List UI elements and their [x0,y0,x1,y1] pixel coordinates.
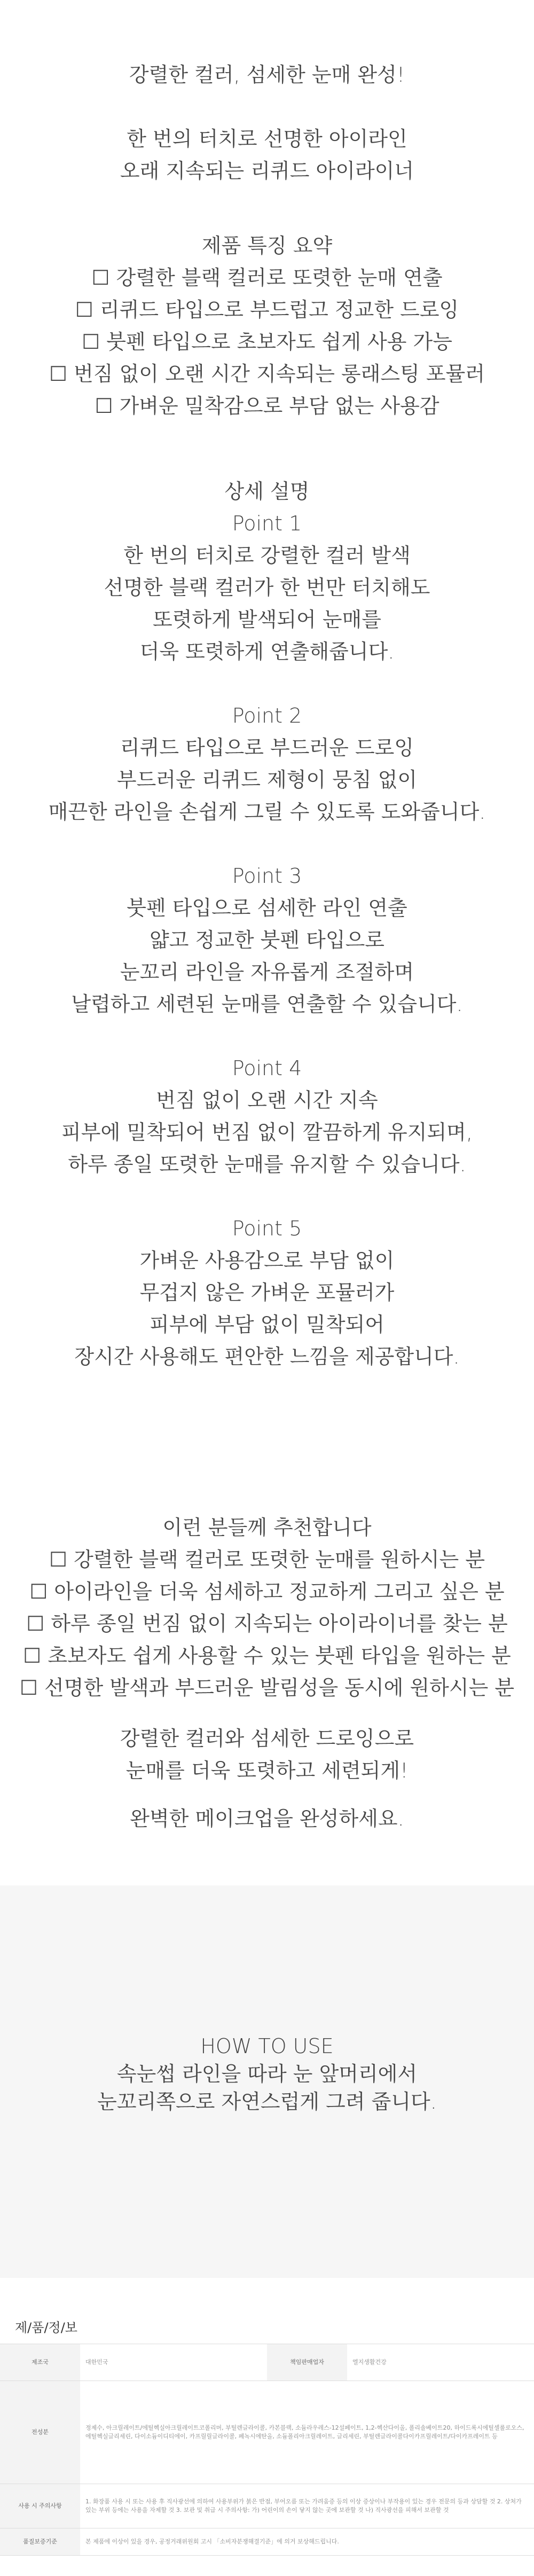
features-section [0,230,534,422]
point-line: 붓펜 타입으로 섬세한 라인 연출 [127,896,407,920]
recommend-item: ☐ 선명한 발색과 부드러운 발림성을 동시에 원하시는 분 [19,1676,515,1700]
table-cell: 1. 화장품 사용 시 또는 사용 후 직사광선에 의하여 사용부위가 붉은 반점, 부어오름 또는 가려움증 등의 이상 증상이나 부작용이 있는 경우 전문의 등과 상담할 것 2. 상처가 있는 부위 등에는 사용을 자제할 것 3. 보관 및 취급 시 주의사항: 가) 어린이의 손이 닿지 않는 곳에 보관할 것 나) 직사광선을 피해서 보관할 것 [80,2484,534,2528]
product-info-table [0,2344,534,2556]
point-line: 번짐 없이 오랜 시간 지속 [156,1089,378,1112]
recommend-item: ☐ 초보자도 쉽게 사용할 수 있는 붓펜 타입을 원하는 분 [23,1644,511,1667]
point-line: 부드러운 리퀴드 제형이 뭉침 없이 [116,768,418,792]
point-line: 눈꼬리 라인을 자유롭게 조절하며 [120,960,414,984]
table-header-cell: 품질보증기준 [0,2528,80,2556]
point-line: 피부에 부담 없이 밀착되어 [149,1313,385,1336]
howto-section [0,2032,534,2116]
point-line: 하루 종일 또렷한 눈매를 유지할 수 있습니다. [68,1153,466,1176]
final-section [0,1803,534,1835]
point-label: Point 2 [232,704,302,727]
recommend-item: ☐ 아이라인을 더욱 섬세하고 정교하게 그리고 싶은 분 [29,1580,505,1603]
recommend-section [0,1512,534,1704]
point-label: Point 5 [232,1217,302,1240]
feature-item: ☐ 번짐 없이 오랜 시간 지속되는 롱래스팅 포뮬러 [49,362,485,386]
feature-item: ☐ 리퀴드 타입으로 부드럽고 정교한 드로잉 [75,298,459,322]
final-line: 완벽한 메이크업을 완성하세요. [130,1807,404,1830]
point-1-block [0,507,534,668]
table-row [0,2528,534,2556]
point-line: 얇고 정교한 붓펜 타입으로 [149,928,385,952]
table-row [0,2381,534,2484]
point-line: 선명한 블랙 컬러가 한 번만 터치해도 [104,576,430,599]
table-header-cell: 전성분 [0,2381,80,2484]
table-cell: 대한민국 [80,2344,267,2381]
howto-line: 속눈썹 라인을 따라 눈 앞머리에서 [116,2062,418,2086]
intro-line: 오래 지속되는 리퀴드 아이라이너 [120,159,414,183]
table-header-cell: 제조국 [0,2344,80,2381]
recommend-item: ☐ 하루 종일 번짐 없이 지속되는 아이라이너를 찾는 분 [26,1612,508,1635]
table-row [0,2484,534,2528]
table-cell: 정제수, 아크릴레이트/에틸헥실아크릴레이트코폴리머, 부틸렌글라이콜, 카본블랙, 소듐라우레스-12설페이트, 1,2-헥산다이올, 폴리솔베이트20, 하이드록시에틸셀룰로오스, 에틸헥실글리세린, 다이소듐이디티에이, 카프릴릴글라이콜, 페녹시에탄올, 소듐폴리아크릴레이트, 글리세린, 부틸렌글라이콜다이카프릴레이트/다이카프레이트 등 [80,2381,534,2484]
point-label: Point 1 [232,512,302,535]
point-line: 무겁지 않은 가벼운 포뮬러가 [139,1281,395,1304]
closing-line: 눈매를 더욱 또렷하고 세련되게! [125,1759,409,1782]
point-line: 더욱 또렷하게 연출해줍니다. [139,640,395,663]
point-line: 피부에 밀착되어 번짐 없이 깔끔하게 유지되며, [61,1121,473,1144]
point-line: 리퀴드 타입으로 부드러운 드로잉 [120,736,414,760]
point-line: 또렷하게 발색되어 눈매를 [153,608,381,631]
table-cell: 엘지생활건강 [347,2344,534,2381]
point-line: 장시간 사용해도 편안한 느낌을 제공합니다. [74,1345,460,1368]
point-line: 가벼운 사용감으로 부담 없이 [139,1249,395,1272]
point-line: 매끈한 라인을 손쉽게 그릴 수 있도록 도와줍니다. [48,800,486,824]
spacer [0,91,534,123]
product-info-title: 제/품/정/보 [15,2320,77,2335]
intro-section [0,59,534,187]
table-row [0,2344,534,2381]
detail-title: 상세 설명 [224,480,310,503]
table-header-cell: 사용 시 주의사항 [0,2484,80,2528]
table-header-cell: 책임판매업자 [267,2344,347,2381]
point-5-block [0,1212,534,1373]
point-line: 날렵하고 세련된 눈매를 연출할 수 있습니다. [71,992,463,1016]
point-2-block [0,700,534,828]
point-label: Point 4 [232,1056,302,1080]
howto-title: HOW TO USE [200,2034,334,2058]
product-info-section [0,2318,534,2556]
intro-headline: 강렬한 컬러, 섬세한 눈매 완성! [129,63,405,87]
point-4-block [0,1052,534,1180]
features-title: 제품 특징 요약 [201,234,333,257]
point-line: 한 번의 터치로 강렬한 컬러 발색 [123,544,411,567]
closing-line: 강렬한 컬러와 섬세한 드로잉으로 [120,1727,414,1750]
feature-item: ☐ 가벼운 밀착감으로 부담 없는 사용감 [95,394,439,418]
point-label: Point 3 [232,864,302,888]
feature-item: ☐ 붓펜 타입으로 초보자도 쉽게 사용 가능 [82,330,452,354]
detail-section [0,475,534,1373]
intro-line: 한 번의 터치로 선명한 아이라인 [127,127,407,151]
table-cell: 본 제품에 이상이 있을 경우, 공정거래위원회 고시 「소비자분쟁해결기준」에 의거 보상해드립니다. [80,2528,534,2556]
recommend-item: ☐ 강렬한 블랙 컬러로 또렷한 눈매를 원하시는 분 [49,1548,485,1571]
point-3-block [0,860,534,1020]
feature-item: ☐ 강렬한 블랙 컬러로 또렷한 눈매 연출 [91,266,443,289]
recommend-title: 이런 분들께 추천합니다 [162,1516,372,1539]
closing-section [0,1722,534,1787]
howto-line: 눈꼬리쪽으로 자연스럽게 그려 줍니다. [97,2090,437,2113]
